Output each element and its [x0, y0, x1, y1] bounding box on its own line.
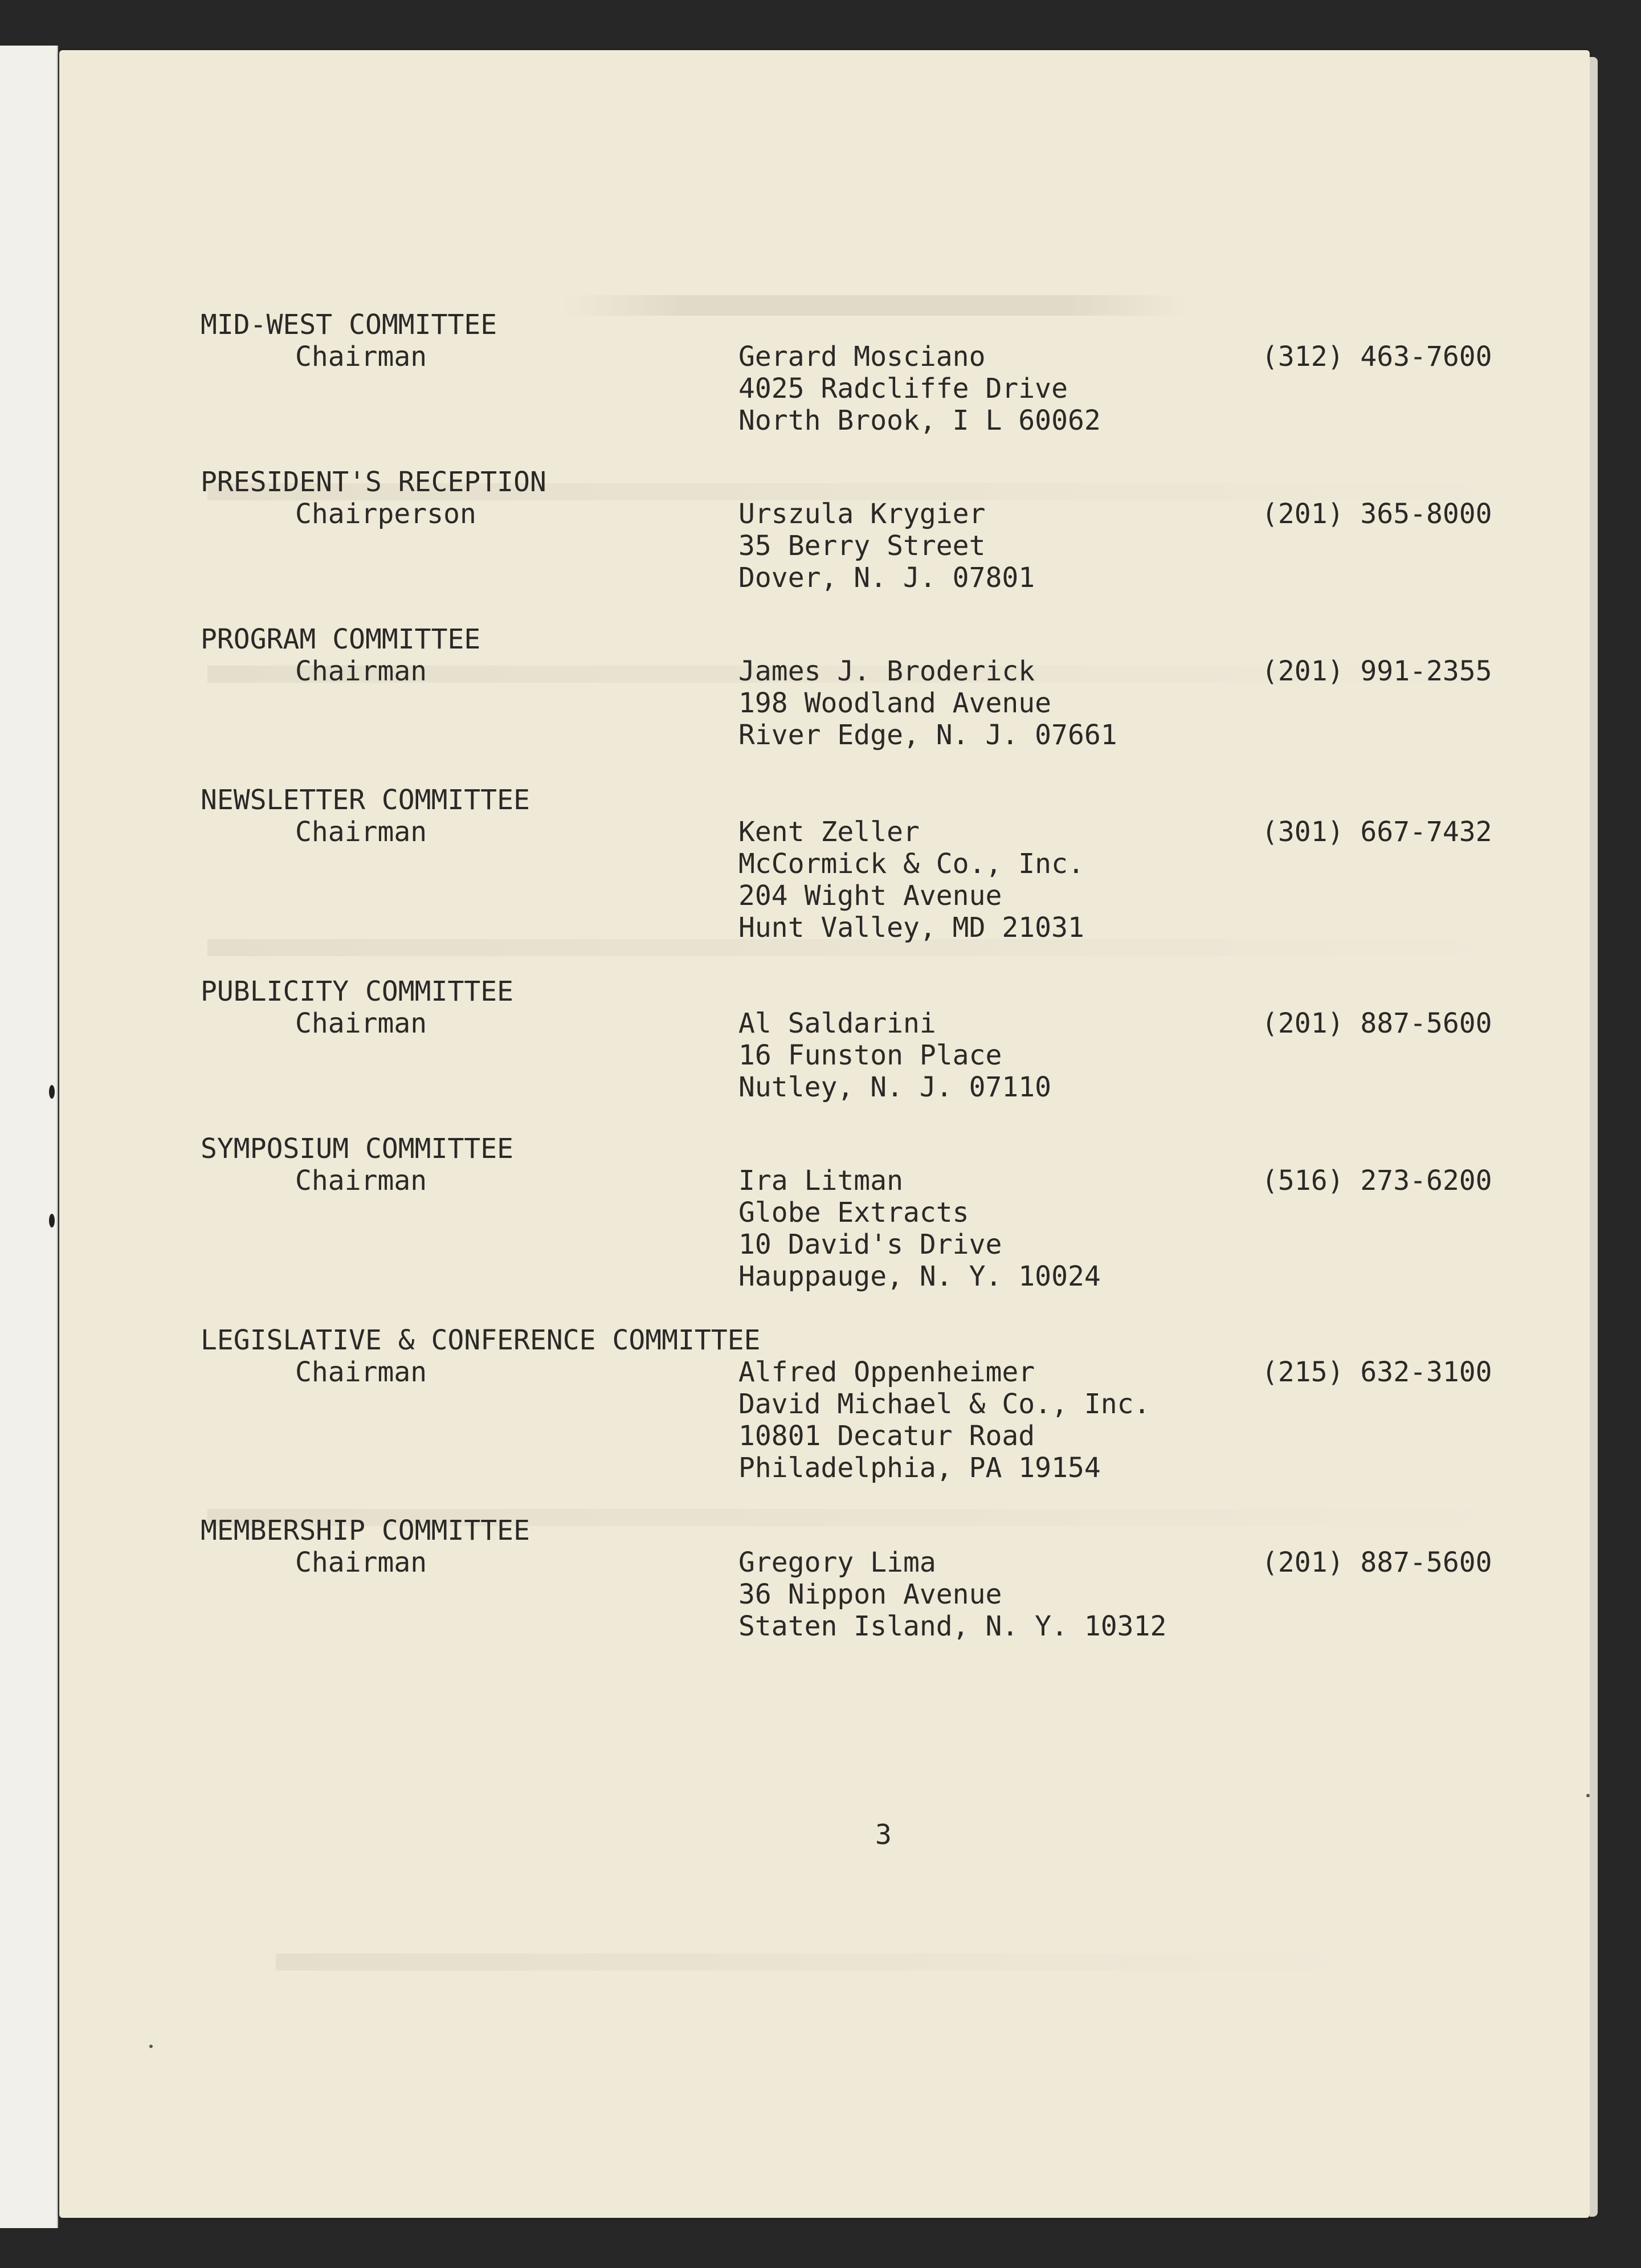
address-line: 4025 Radcliffe Drive	[738, 373, 1068, 405]
committee-entry	[59, 976, 1590, 1147]
address-line: 35 Berry Street	[738, 530, 986, 562]
address-line: 36 Nippon Avenue	[738, 1578, 1002, 1610]
address-line: Philadelphia, PA 19154	[738, 1452, 1101, 1484]
address-line: Staten Island, N. Y. 10312	[738, 1610, 1167, 1642]
address-line: Hunt Valley, MD 21031	[738, 912, 1084, 944]
committee-entry	[59, 466, 1590, 637]
address-line: 10 David's Drive	[738, 1229, 1002, 1261]
contact-address	[738, 1356, 1150, 1484]
phone-number: (312) 463-7600	[1262, 341, 1492, 373]
contact-address	[738, 1547, 1166, 1642]
committee-entry	[59, 309, 1590, 480]
phone-number: (201) 365-8000	[1262, 498, 1492, 530]
adjacent-page-edge	[0, 46, 58, 2228]
committee-entry	[59, 623, 1590, 794]
contact-address	[738, 655, 1117, 751]
address-line: Al Saldarini	[738, 1007, 936, 1039]
committee-name: LEGISLATIVE & CONFERENCE COMMITTEE	[201, 1324, 761, 1356]
page-edge	[1590, 57, 1598, 2217]
address-line: 204 Wight Avenue	[738, 880, 1002, 912]
committee-entry	[59, 1133, 1590, 1304]
phone-number: (201) 991-2355	[1262, 655, 1492, 687]
address-line: Gregory Lima	[738, 1547, 936, 1578]
address-line: David Michael & Co., Inc.	[738, 1388, 1150, 1420]
address-line: Dover, N. J. 07801	[738, 562, 1035, 594]
address-line: Hauppauge, N. Y. 10024	[738, 1261, 1101, 1292]
committee-role: Chairman	[295, 341, 427, 373]
address-line: 16 Funston Place	[738, 1039, 1002, 1071]
committee-role: Chairman	[295, 1007, 427, 1039]
committee-name: MEMBERSHIP COMMITTEE	[201, 1515, 530, 1547]
contact-address	[738, 498, 1035, 594]
committee-name: NEWSLETTER COMMITTEE	[201, 784, 530, 816]
committee-entry	[59, 1324, 1590, 1495]
address-line: Ira Litman	[738, 1165, 903, 1197]
committee-name: PRESIDENT'S RECEPTION	[201, 466, 546, 498]
contact-address	[738, 341, 1101, 437]
address-line: Globe Extracts	[738, 1197, 969, 1229]
contact-address	[738, 1007, 1051, 1103]
committee-entry	[59, 1515, 1590, 1686]
page-number: 3	[875, 1819, 892, 1851]
document-page	[59, 50, 1590, 2218]
contact-address	[738, 816, 1084, 944]
address-line: River Edge, N. J. 07661	[738, 719, 1117, 751]
address-line: 198 Woodland Avenue	[738, 687, 1052, 719]
address-line: Alfred Oppenheimer	[738, 1356, 1035, 1388]
committee-name: PUBLICITY COMMITTEE	[201, 976, 514, 1007]
phone-number: (201) 887-5600	[1262, 1547, 1492, 1578]
contact-address	[738, 1165, 1101, 1292]
phone-number: (301) 667-7432	[1262, 816, 1492, 848]
committee-role: Chairman	[295, 1547, 427, 1578]
address-line: Urszula Krygier	[738, 498, 986, 530]
phone-number: (201) 887-5600	[1262, 1007, 1492, 1039]
committee-name: SYMPOSIUM COMMITTEE	[201, 1133, 514, 1165]
address-line: North Brook, I L 60062	[738, 405, 1101, 437]
committee-role: Chairman	[295, 816, 427, 848]
address-line: Kent Zeller	[738, 816, 920, 848]
committee-entry	[59, 784, 1590, 955]
address-line: 10801 Decatur Road	[738, 1420, 1035, 1452]
phone-number: (516) 273-6200	[1262, 1165, 1492, 1197]
committee-name: MID-WEST COMMITTEE	[201, 309, 497, 341]
show-through-texture	[276, 1953, 1358, 1971]
address-line: McCormick & Co., Inc.	[738, 848, 1084, 880]
committee-role: Chairperson	[295, 498, 476, 530]
committee-role: Chairman	[295, 1356, 427, 1388]
committee-name: PROGRAM COMMITTEE	[201, 623, 481, 655]
binding-mark	[49, 1214, 55, 1227]
paper-speck	[149, 2045, 153, 2048]
address-line: James J. Broderick	[738, 655, 1035, 687]
address-line: Nutley, N. J. 07110	[738, 1071, 1052, 1103]
address-line: Gerard Mosciano	[738, 341, 986, 373]
committee-role: Chairman	[295, 1165, 427, 1197]
phone-number: (215) 632-3100	[1262, 1356, 1492, 1388]
committee-role: Chairman	[295, 655, 427, 687]
binding-mark	[49, 1085, 55, 1099]
